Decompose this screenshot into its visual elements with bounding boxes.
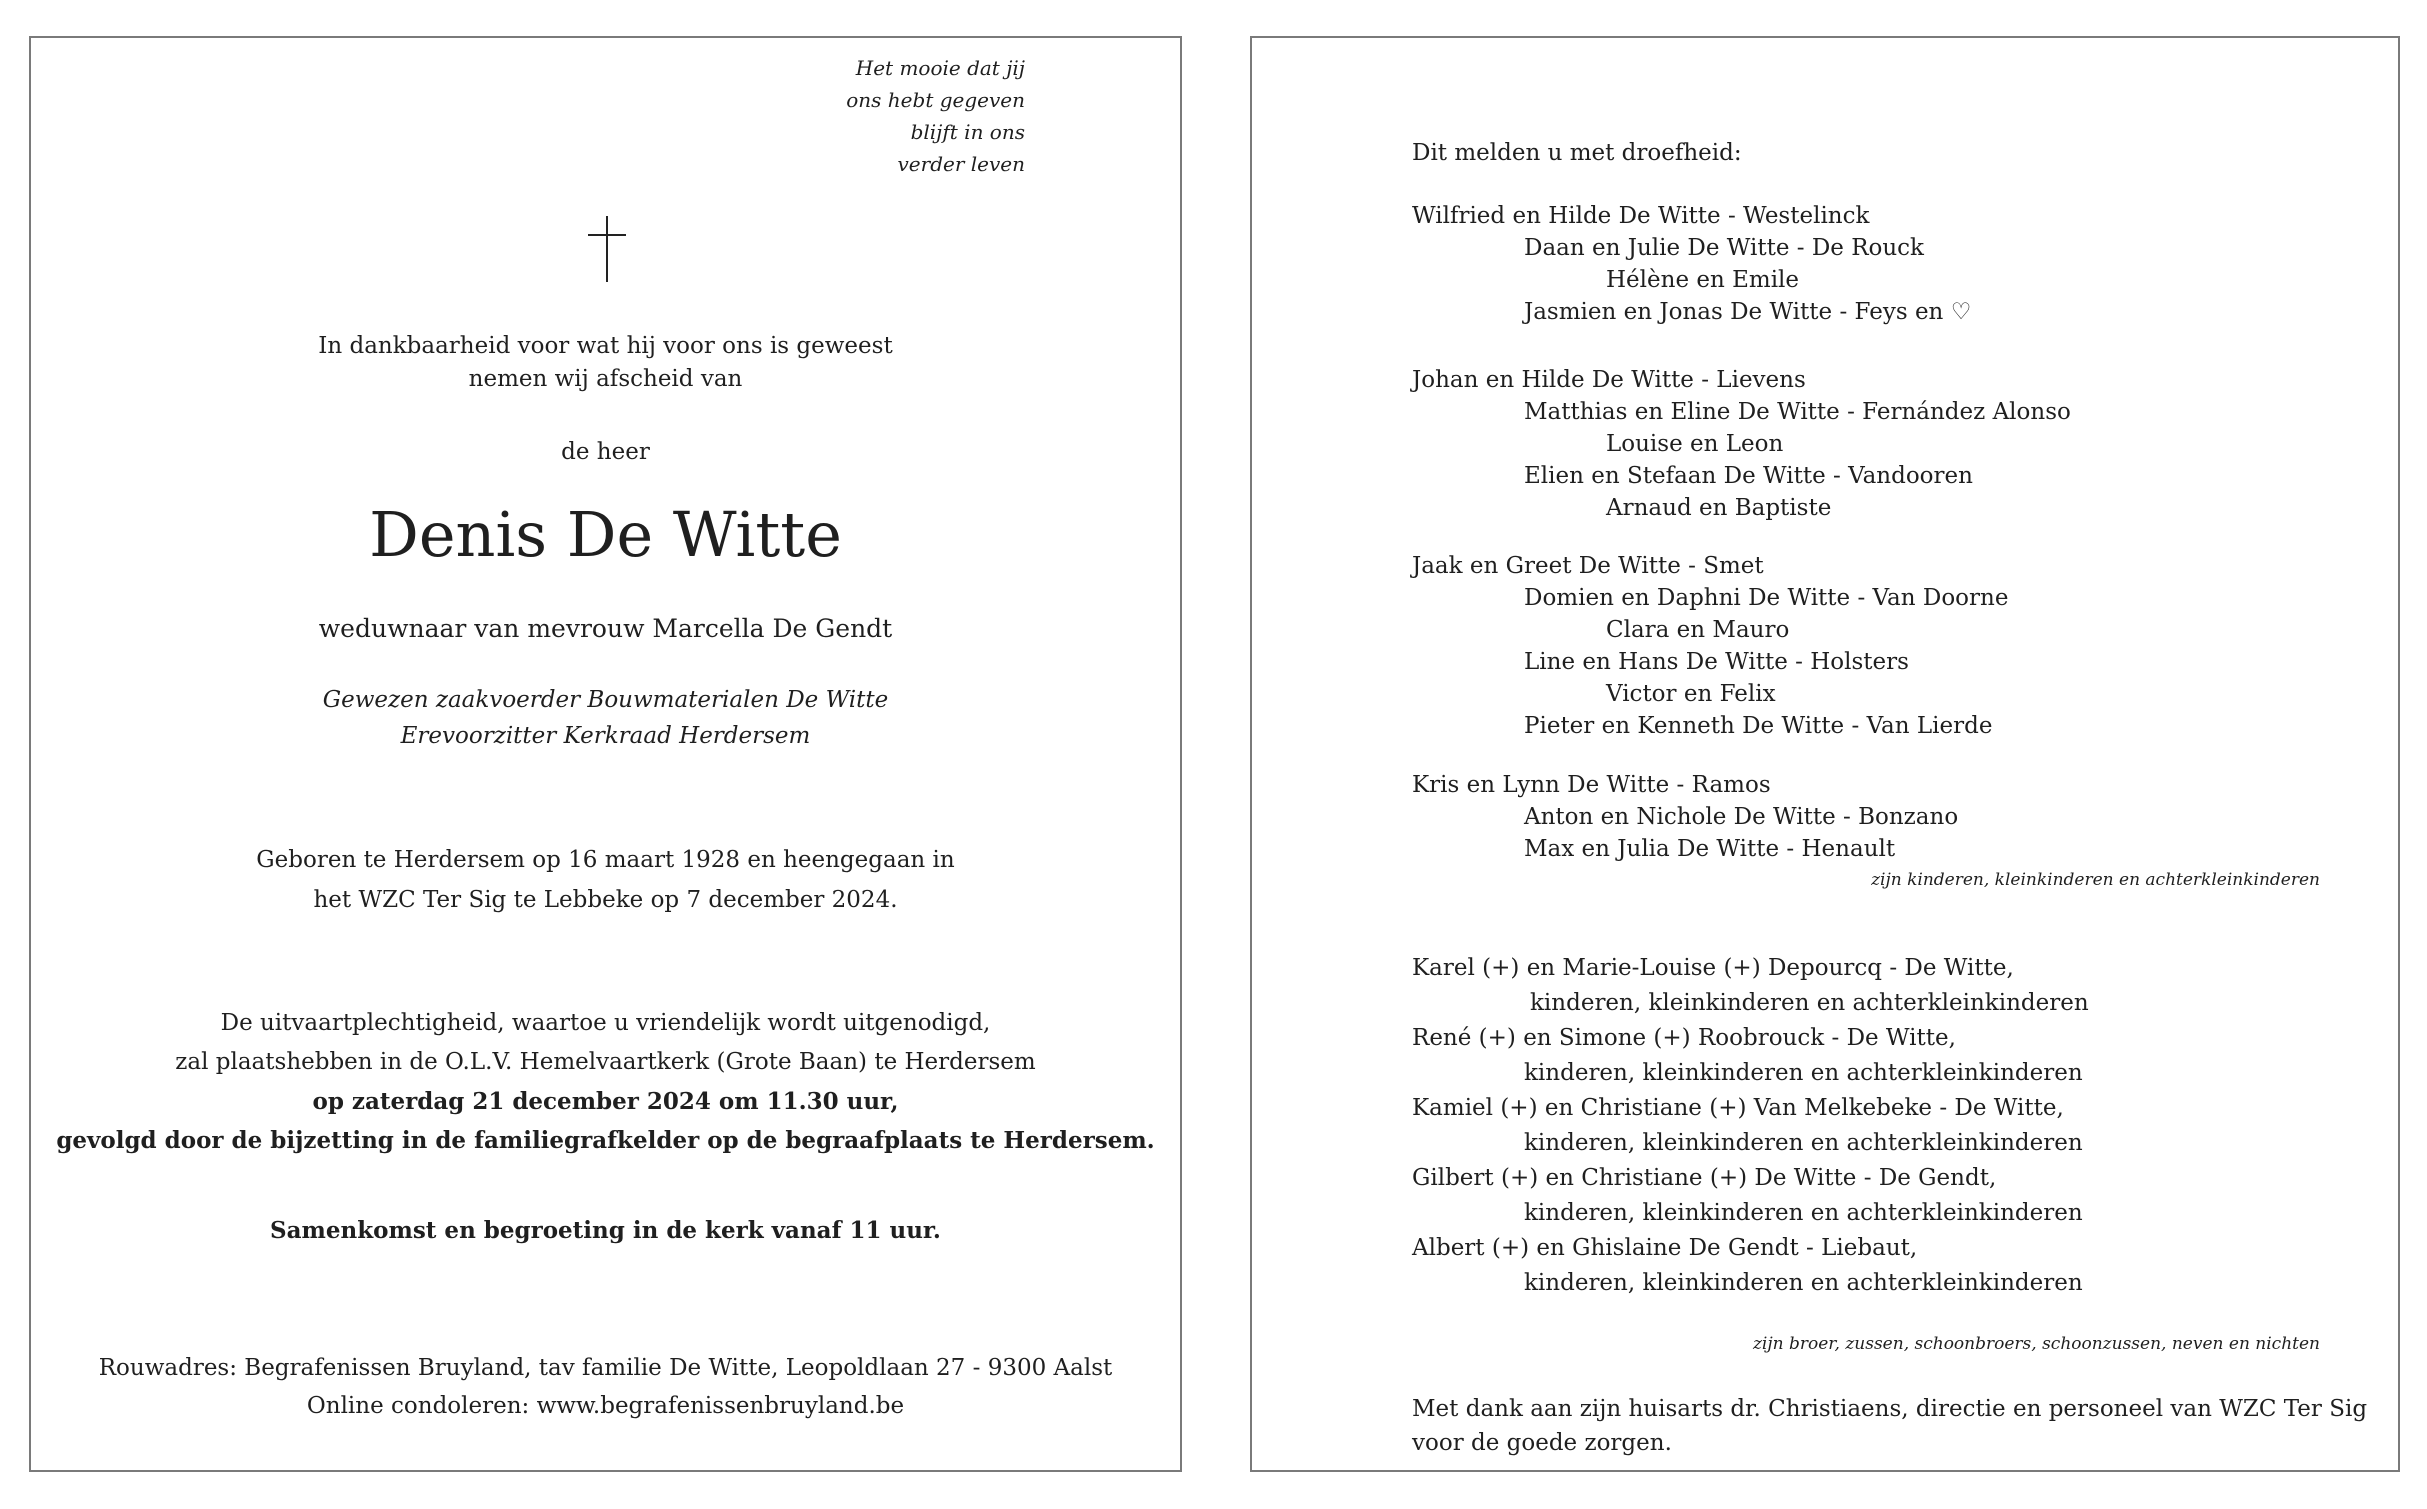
motto (846, 52, 1025, 180)
ceremony-line: zal plaatshebben in de O.L.V. Hemelvaartkerk (Grote Baan) te Herdersem (175, 1049, 1036, 1075)
birth-death-text (31, 840, 1180, 920)
gathering-text: Samenkomst en begroeting in de kerk vanaf 11 uur. (270, 1217, 941, 1244)
children-note: zijn kinderen, kleinkinderen en achterkleinkinderen (1871, 870, 2320, 890)
family-line: Hélène en Emile (1606, 267, 1800, 293)
family-line: Victor en Felix (1606, 681, 1776, 707)
family-line: Anton en Nichole De Witte - Bonzano (1524, 804, 1959, 830)
thanks-text (1412, 1392, 2367, 1460)
titles (31, 682, 1180, 754)
family-line: Jaak en Greet De Witte - Smet (1412, 553, 1764, 579)
sibling-line: Albert (+) en Ghislaine De Gendt - Liebaut, (1412, 1235, 1918, 1261)
intro-line: nemen wij afscheid van (468, 366, 743, 392)
family-line: Johan en Hilde De Witte - Lievens (1412, 367, 1806, 393)
ceremony-date: op zaterdag 21 december 2024 om 11.30 uur, (312, 1088, 899, 1115)
ceremony-line: De uitvaartplechtigheid, waartoe u vriendelijk wordt uitgenodigd, (220, 1010, 991, 1036)
family-line: Max en Julia De Witte - Henault (1524, 836, 1896, 862)
sibling-descendants: kinderen, kleinkinderen en achterkleinkinderen (1524, 1060, 2083, 1086)
title-line: Gewezen zaakvoerder Bouwmaterialen De Witte (322, 687, 889, 713)
sibling-line: Karel (+) en Marie-Louise (+) Depourcq - De Witte, (1412, 955, 2014, 981)
title-line: Erevoorzitter Kerkraad Herdersem (400, 723, 811, 749)
deceased-name: Denis De Witte (369, 498, 842, 571)
sibling-descendants: kinderen, kleinkinderen en achterkleinkinderen (1530, 990, 2089, 1016)
sibling-line: René (+) en Simone (+) Roobrouck - De Witte, (1412, 1025, 1956, 1051)
ceremony-text (31, 1004, 1180, 1160)
birth-line: het WZC Ter Sig te Lebbeke op 7 december 2024. (313, 887, 898, 913)
family-line: Daan en Julie De Witte - De Rouck (1524, 235, 1924, 261)
thanks-line: Met dank aan zijn huisarts dr. Christiaens, directie en personeel van WZC Ter Sig (1412, 1396, 2368, 1422)
family-line (1524, 296, 1971, 328)
contact-info (31, 1349, 1180, 1425)
widower-line: weduwnaar van mevrouw Marcella De Gendt (318, 614, 893, 643)
sibling-line: Gilbert (+) en Christiane (+) De Witte - De Gendt, (1412, 1165, 1997, 1191)
family-line-text: Jasmien en Jonas De Witte - Feys en (1524, 299, 1944, 325)
intro-line: In dankbaarheid voor wat hij voor ons is geweest (318, 333, 893, 359)
ceremony-burial: gevolgd door de bijzetting in de familiegrafkelder op de begraafplaats te Herdersem. (56, 1127, 1155, 1154)
sibling-descendants: kinderen, kleinkinderen en achterkleinkinderen (1524, 1200, 2083, 1226)
heart-icon: ♡ (1950, 299, 1972, 325)
siblings-note: zijn broer, zussen, schoonbroers, schoonzussen, neven en nichten (1752, 1334, 2320, 1354)
family-line: Domien en Daphni De Witte - Van Doorne (1524, 585, 2009, 611)
announcement-intro: Dit melden u met droefheid: (1412, 140, 1742, 166)
obituary-back-panel (1250, 36, 2400, 1472)
birth-line: Geboren te Herdersem op 16 maart 1928 en heengegaan in (256, 847, 955, 873)
intro-text (31, 330, 1180, 396)
motto-line: verder leven (897, 152, 1025, 176)
cross-icon (588, 216, 626, 282)
sibling-descendants: kinderen, kleinkinderen en achterkleinkinderen (1524, 1130, 2083, 1156)
mourning-address: Rouwadres: Begrafenissen Bruyland, tav familie De Witte, Leopoldlaan 27 - 9300 Aalst (98, 1355, 1113, 1381)
sibling-descendants: kinderen, kleinkinderen en achterkleinkinderen (1524, 1270, 2083, 1296)
family-line: Louise en Leon (1606, 431, 1784, 457)
motto-line: blijft in ons (910, 120, 1025, 144)
family-line: Pieter en Kenneth De Witte - Van Lierde (1524, 713, 1993, 739)
family-line: Clara en Mauro (1606, 617, 1790, 643)
family-line: Matthias en Eline De Witte - Fernández Alonso (1524, 399, 2071, 425)
thanks-line: voor de goede zorgen. (1412, 1430, 1672, 1456)
online-condolence: Online condoleren: www.begrafenissenbruyland.be (306, 1393, 905, 1419)
family-line: Elien en Stefaan De Witte - Vandooren (1524, 463, 1973, 489)
obituary-front-panel (29, 36, 1182, 1472)
family-line: Wilfried en Hilde De Witte - Westelinck (1412, 203, 1870, 229)
motto-line: ons hebt gegeven (846, 88, 1025, 112)
motto-line: Het mooie dat jij (855, 56, 1025, 80)
sibling-line: Kamiel (+) en Christiane (+) Van Melkebeke - De Witte, (1412, 1095, 2064, 1121)
family-line: Line en Hans De Witte - Holsters (1524, 649, 1909, 675)
family-line: Kris en Lynn De Witte - Ramos (1412, 772, 1771, 798)
family-line: Arnaud en Baptiste (1606, 495, 1832, 521)
salutation: de heer (561, 439, 650, 465)
